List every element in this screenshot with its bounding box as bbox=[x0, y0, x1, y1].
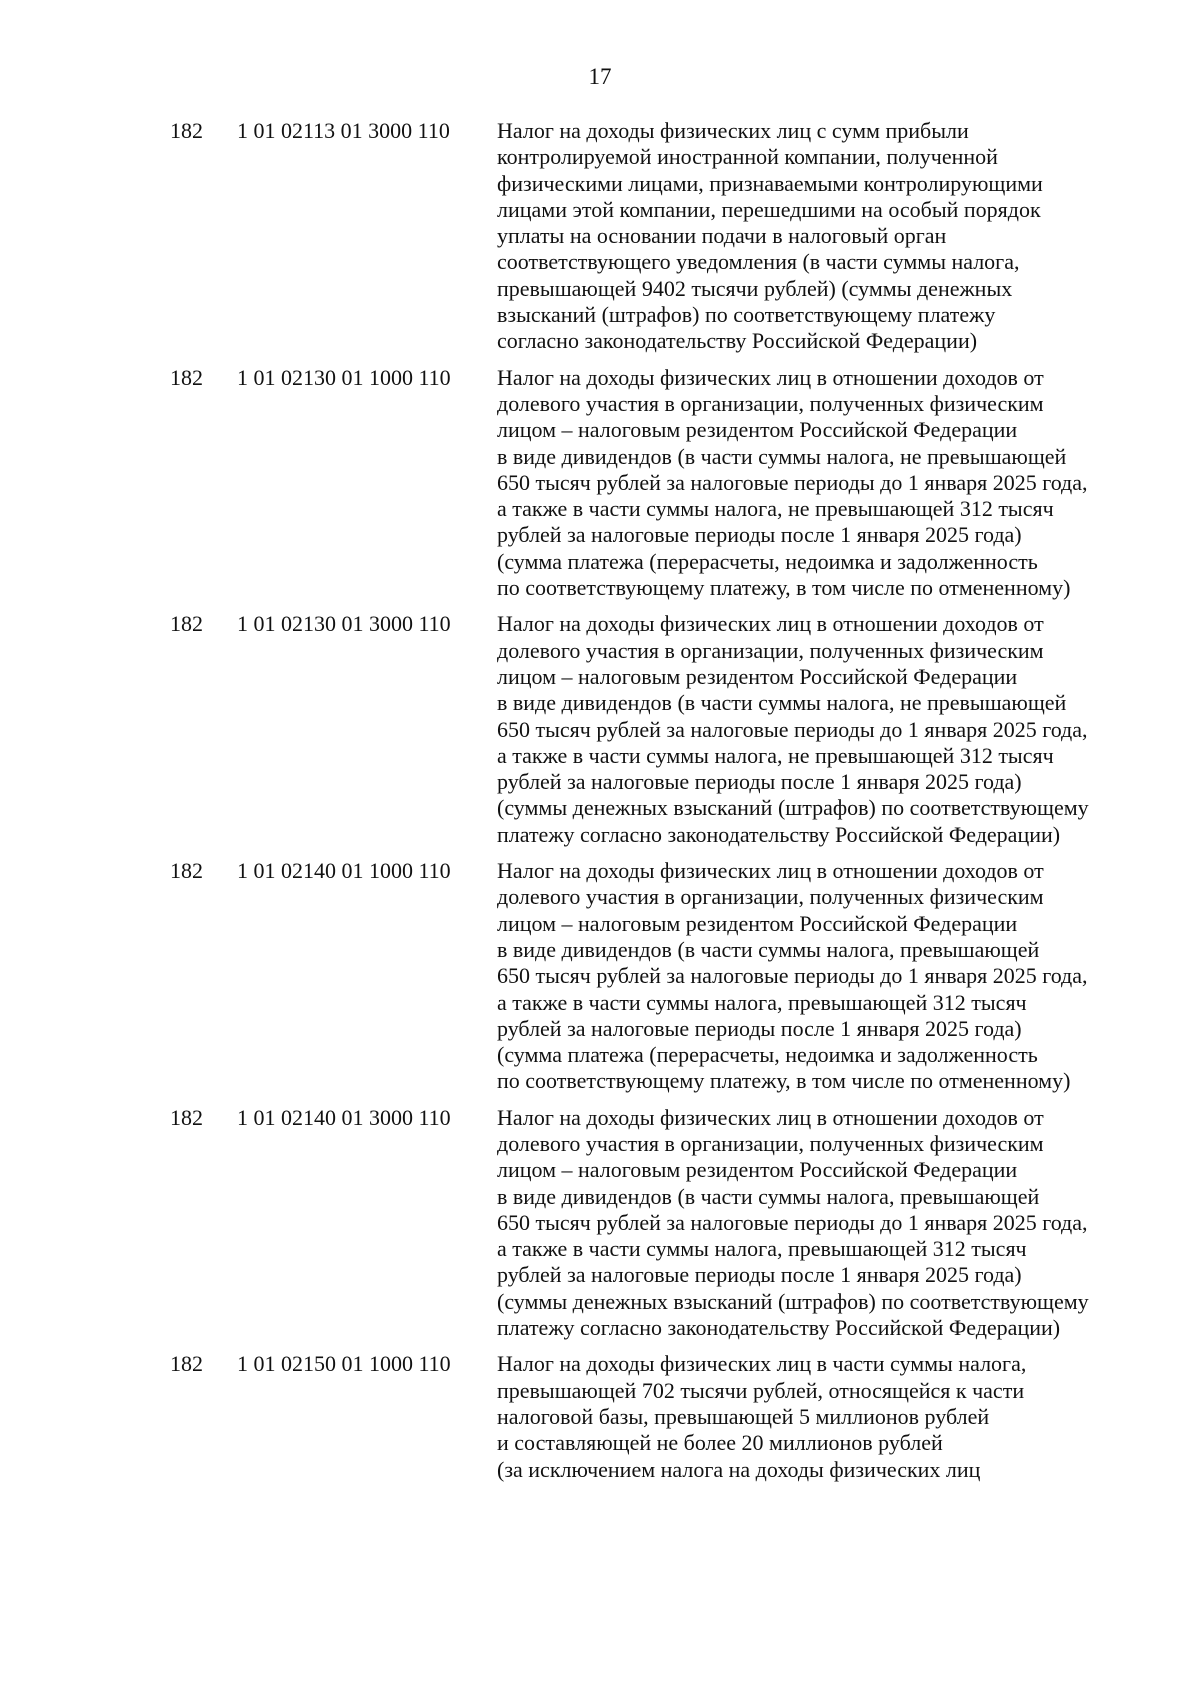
description-line: рублей за налоговые периоды после 1 января 2025 года) bbox=[497, 522, 1022, 548]
admin-code: 182 bbox=[170, 364, 203, 390]
description-line: превышающей 702 тысячи рублей, относящейся к части bbox=[497, 1377, 1025, 1403]
kbk-code: 1 01 02140 01 1000 110 bbox=[237, 858, 451, 884]
table-row bbox=[0, 365, 1200, 602]
description-line: а также в части суммы налога, превышающей 312 тысяч bbox=[497, 989, 1027, 1015]
description-line: уплаты на основании подачи в налоговый орган bbox=[497, 223, 947, 249]
income-description bbox=[497, 365, 1137, 602]
admin-code: 182 bbox=[170, 1104, 203, 1130]
description-line: рублей за налоговые периоды после 1 января 2025 года) bbox=[497, 1015, 1022, 1041]
description-line: рублей за налоговые периоды после 1 января 2025 года) bbox=[497, 1262, 1022, 1288]
description-line: Налог на доходы физических лиц в отношении доходов от bbox=[497, 858, 1044, 884]
description-line: в виде дивидендов (в части суммы налога, превышающей bbox=[497, 1183, 1040, 1209]
description-line: физическими лицами, признаваемыми контролирующими bbox=[497, 170, 1043, 196]
income-description bbox=[497, 118, 1137, 355]
description-line: долевого участия в организации, полученных физическим bbox=[497, 1130, 1044, 1156]
description-line: Налог на доходы физических лиц в части суммы налога, bbox=[497, 1351, 1027, 1377]
description-line: превышающей 9402 тысячи рублей) (суммы денежных bbox=[497, 275, 1013, 301]
description-line: долевого участия в организации, полученных физическим bbox=[497, 390, 1044, 416]
description-line: Налог на доходы физических лиц в отношении доходов от bbox=[497, 1104, 1044, 1130]
description-line: лицом – налоговым резидентом Российской Федерации bbox=[497, 1157, 1018, 1183]
description-line: 650 тысяч рублей за налоговые периоды до 1 января 2025 года, bbox=[497, 963, 1088, 989]
description-line: Налог на доходы физических лиц в отношении доходов от bbox=[497, 611, 1044, 637]
kbk-code: 1 01 02140 01 3000 110 bbox=[237, 1104, 451, 1130]
description-line: в виде дивидендов (в части суммы налога, превышающей bbox=[497, 936, 1040, 962]
admin-code: 182 bbox=[170, 1351, 203, 1377]
description-line: и составляющей не более 20 миллионов рублей bbox=[497, 1430, 943, 1456]
description-line: по соответствующему платежу, в том числе по отмененному) bbox=[497, 1068, 1071, 1094]
description-line: а также в части суммы налога, не превышающей 312 тысяч bbox=[497, 496, 1054, 522]
description-line: а также в части суммы налога, не превышающей 312 тысяч bbox=[497, 742, 1054, 768]
income-description bbox=[497, 1105, 1137, 1342]
description-line: Налог на доходы физических лиц в отношении доходов от bbox=[497, 364, 1044, 390]
kbk-table bbox=[0, 118, 1200, 1493]
admin-code: 182 bbox=[170, 858, 203, 884]
description-line: Налог на доходы физических лиц с сумм прибыли bbox=[497, 118, 969, 143]
kbk-code: 1 01 02130 01 1000 110 bbox=[237, 364, 451, 390]
description-line: (суммы денежных взысканий (штрафов) по соответствующему bbox=[497, 795, 1089, 821]
income-description bbox=[497, 858, 1137, 1095]
description-line: лицами этой компании, перешедшими на особый порядок bbox=[497, 196, 1041, 222]
table-row bbox=[0, 118, 1200, 355]
income-description bbox=[497, 1351, 1137, 1482]
kbk-code: 1 01 02150 01 1000 110 bbox=[237, 1351, 451, 1377]
description-line: взысканий (штрафов) по соответствующему платежу bbox=[497, 302, 996, 328]
description-line: (сумма платежа (перерасчеты, недоимка и задолженность bbox=[497, 1042, 1038, 1068]
admin-code: 182 bbox=[170, 118, 203, 143]
description-line: а также в части суммы налога, превышающей 312 тысяч bbox=[497, 1236, 1027, 1262]
description-line: лицом – налоговым резидентом Российской Федерации bbox=[497, 417, 1018, 443]
table-row bbox=[0, 1351, 1200, 1482]
table-row bbox=[0, 611, 1200, 848]
description-line: 650 тысяч рублей за налоговые периоды до 1 января 2025 года, bbox=[497, 716, 1088, 742]
description-line: платежу согласно законодательству Российской Федерации) bbox=[497, 1315, 1061, 1341]
description-line: рублей за налоговые периоды после 1 января 2025 года) bbox=[497, 769, 1022, 795]
description-line: в виде дивидендов (в части суммы налога, не превышающей bbox=[497, 690, 1067, 716]
description-line: (за исключением налога на доходы физических лиц bbox=[497, 1456, 981, 1482]
description-line: долевого участия в организации, полученных физическим bbox=[497, 884, 1044, 910]
description-line: соответствующего уведомления (в части суммы налога, bbox=[497, 249, 1020, 275]
kbk-code: 1 01 02130 01 3000 110 bbox=[237, 611, 451, 637]
kbk-code: 1 01 02113 01 3000 110 bbox=[237, 118, 450, 143]
description-line: платежу согласно законодательству Российской Федерации) bbox=[497, 821, 1061, 847]
description-line: 650 тысяч рублей за налоговые периоды до 1 января 2025 года, bbox=[497, 1209, 1088, 1235]
description-line: контролируемой иностранной компании, полученной bbox=[497, 144, 998, 170]
description-line: по соответствующему платежу, в том числе по отмененному) bbox=[497, 575, 1071, 601]
description-line: (суммы денежных взысканий (штрафов) по соответствующему bbox=[497, 1288, 1089, 1314]
table-row bbox=[0, 858, 1200, 1095]
description-line: лицом – налоговым резидентом Российской Федерации bbox=[497, 910, 1018, 936]
description-line: долевого участия в организации, полученных физическим bbox=[497, 637, 1044, 663]
description-line: согласно законодательству Российской Федерации) bbox=[497, 328, 978, 354]
description-line: в виде дивидендов (в части суммы налога, не превышающей bbox=[497, 443, 1067, 469]
table-row bbox=[0, 1105, 1200, 1342]
description-line: 650 тысяч рублей за налоговые периоды до 1 января 2025 года, bbox=[497, 469, 1088, 495]
page-number: 17 bbox=[588, 64, 612, 89]
income-description bbox=[497, 611, 1137, 848]
description-line: налоговой базы, превышающей 5 миллионов рублей bbox=[497, 1403, 990, 1429]
description-line: лицом – налоговым резидентом Российской Федерации bbox=[497, 663, 1018, 689]
description-line: (сумма платежа (перерасчеты, недоимка и задолженность bbox=[497, 548, 1038, 574]
admin-code: 182 bbox=[170, 611, 203, 637]
